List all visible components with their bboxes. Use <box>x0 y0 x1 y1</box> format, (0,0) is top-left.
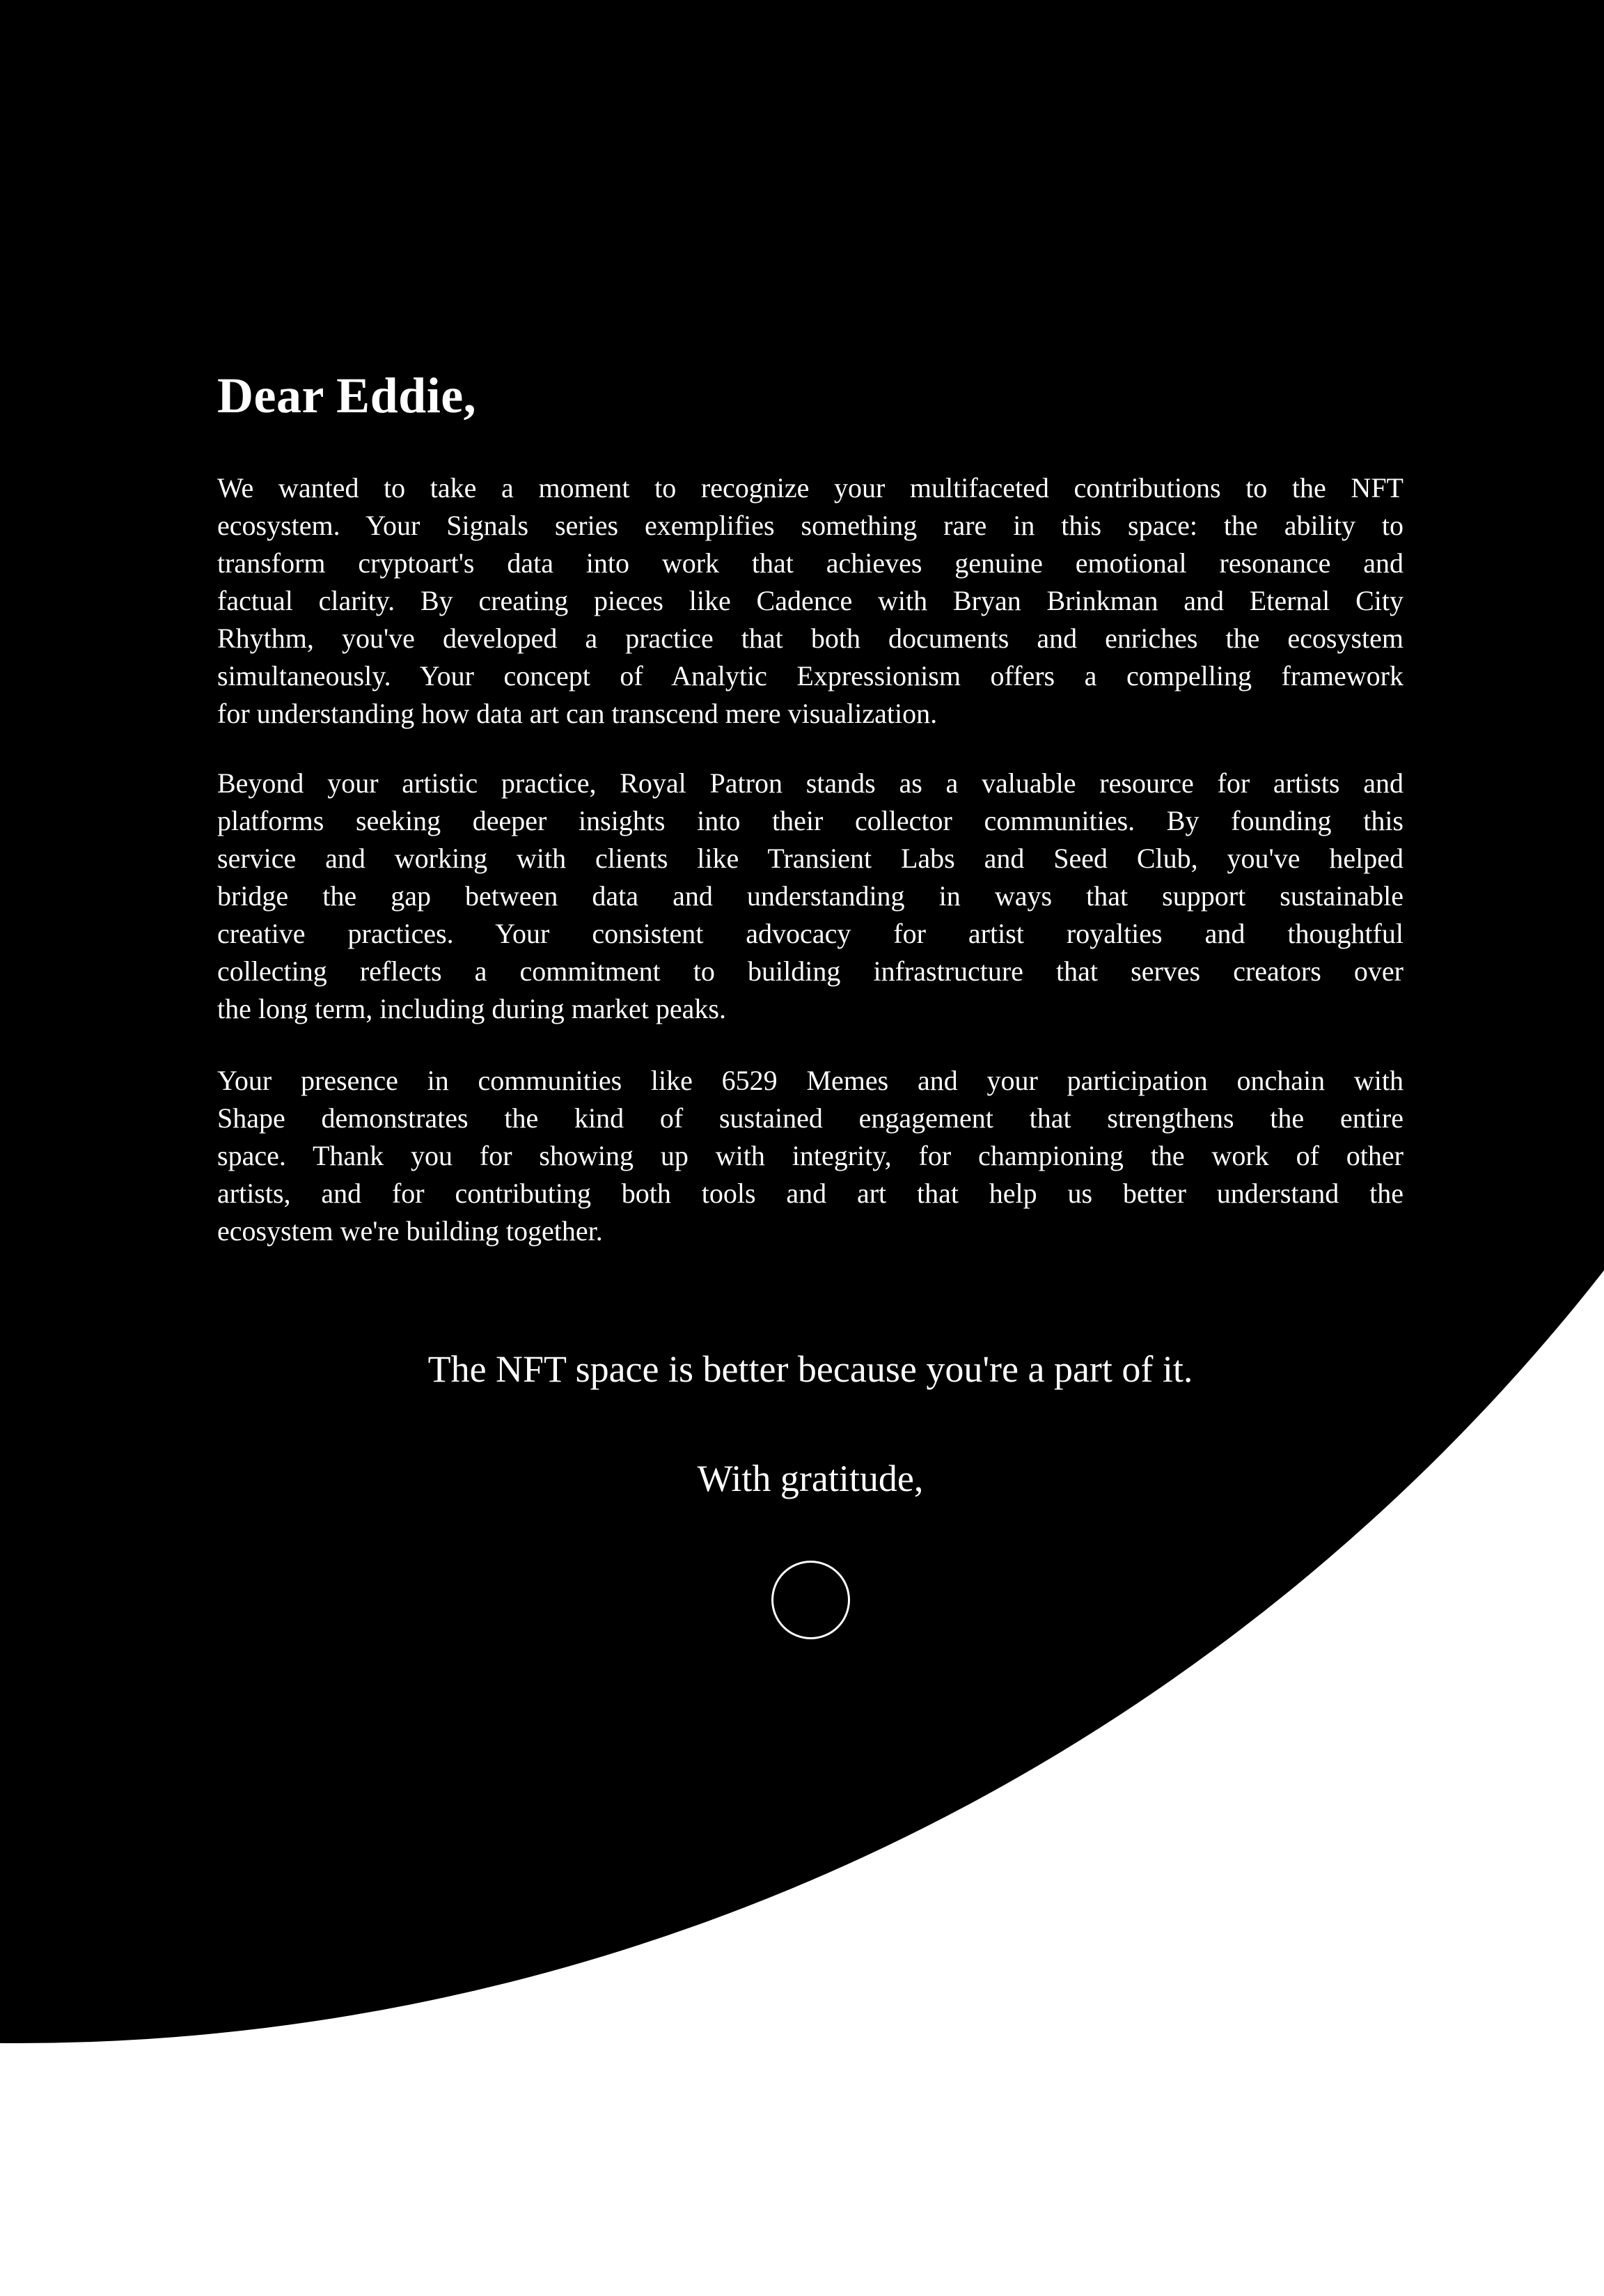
paragraph-line: the long term, including during market peaks. <box>217 993 726 1024</box>
closing-line: The NFT space is better because you're a part of it. <box>427 1348 1193 1390</box>
paragraph-line: artists, and for contributing both tools and art that help us better understand the <box>217 1178 1404 1209</box>
paragraph-line: transform cryptoart's data into work that achieves genuine emotional resonance and <box>217 547 1404 579</box>
paragraph-line: ecosystem we're building together. <box>217 1215 603 1247</box>
signature-circle-icon <box>771 1561 850 1639</box>
paragraph-line: Rhythm, you've developed a practice that both documents and enriches the ecosystem <box>217 623 1404 654</box>
paragraph-line: bridge the gap between data and understanding in ways that support sustainable <box>217 880 1404 912</box>
letter-content <box>217 0 1404 1639</box>
paragraph-line: We wanted to take a moment to recognize your multifaceted contributions to the NFT <box>217 472 1404 503</box>
paragraph-line: Your presence in communities like 6529 Memes and your participation onchain with <box>217 1065 1404 1096</box>
paragraph-line: space. Thank you for showing up with integrity, for championing the work of other <box>217 1140 1404 1171</box>
paragraph-line: Shape demonstrates the kind of sustained engagement that strengthens the entire <box>217 1102 1404 1134</box>
paragraph <box>217 1062 1404 1250</box>
paragraph-line: factual clarity. By creating pieces like Cadence with Bryan Brinkman and Eternal City <box>217 585 1404 616</box>
paragraph-line: Beyond your artistic practice, Royal Patron stands as a valuable resource for artists and <box>217 767 1404 799</box>
paragraph-line: ecosystem. Your Signals series exemplifies something rare in this space: the ability to <box>217 510 1404 541</box>
paragraph <box>217 469 1404 733</box>
paragraph-line: platforms seeking deeper insights into their collector communities. By founding this <box>217 805 1404 836</box>
paragraph-line: creative practices. Your consistent advocacy for artist royalties and thoughtful <box>217 918 1404 949</box>
salutation: Dear Eddie, <box>217 368 477 423</box>
paragraph-line: simultaneously. Your concept of Analytic Expressionism offers a compelling framework <box>217 660 1404 692</box>
paragraph-line: collecting reflects a commitment to building infrastructure that serves creators over <box>217 955 1404 987</box>
signature-area <box>217 1561 1404 1639</box>
signoff: With gratitude, <box>697 1458 924 1499</box>
paragraph-line: service and working with clients like Transient Labs and Seed Club, you've helped <box>217 843 1404 874</box>
paragraph <box>217 765 1404 1028</box>
paragraph-line: for understanding how data art can transcend mere visualization. <box>217 698 938 729</box>
